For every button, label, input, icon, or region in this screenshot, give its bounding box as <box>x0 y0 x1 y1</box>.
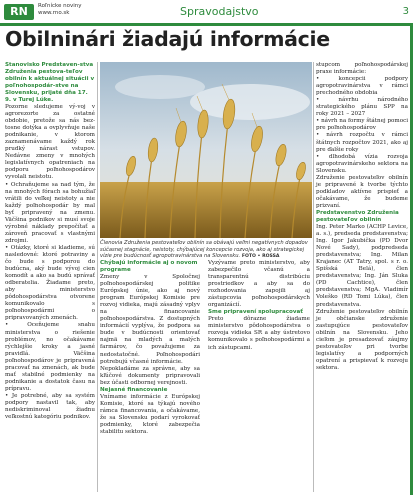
section-title: Spravodajstvo <box>180 5 259 18</box>
bullet-item: • koncepcii podpory agropotravinárstva v rámci prechodného obdobia <box>316 76 408 97</box>
body-paragraph: • Ochraňujeme sa nad tým, že na mnohých fórach sa bohužiaľ vrátili do veľkej neistoty a nie každý poľnohospodár by mal byť pripravený na zmenu. Väčšina podnikov si musí svoje výrobné náklady prepočítať a zároveň pracovať s vlastnými zdrojmi. <box>5 181 95 244</box>
caption-text: Členovia Združenia pestovateľov obilnín sa obávajú veľmi negatívnych dopadov súčasnej stagnácie, neistoty, chýbajúcej koncepcie rozvoja, ako aj strategickej vízie pre budúcnosť agropotravinárstva na Slovensku. <box>100 240 308 260</box>
body-paragraph: Nepokladáme za správne, aby sa kľúčové dokumenty pripravovali bez účasti odbornej verejnosti. <box>100 365 200 386</box>
body-paragraph: stupcom poľnohospodárskej praxe informácie: <box>316 62 408 76</box>
subheading: Predstavenstvo Združenia pestovateľov obilnín <box>316 209 399 223</box>
column-divider <box>313 62 314 492</box>
wheat-photo <box>100 62 312 238</box>
bullet-item: • návrh na formy štátnej pomoci pre poľnohospodárov <box>316 118 408 132</box>
body-paragraph: • Otázky, ktoré si kladieme, sú nasledovné: ktoré potraviny a čo bude s podporou do budúcna, aký bude vývoj cien komodít a ako sa budú správať odberatelia. Žiadame preto, aby ministerstvo pôdohospodárstva otvorene komunikovalo s poľnohospodármi o pripravovaných zmenách. <box>5 244 95 322</box>
column-2 <box>100 260 200 436</box>
page-number: 3 <box>402 6 409 17</box>
publication-logo: RN <box>4 4 34 20</box>
subheading: Nejasné financovanie <box>100 386 168 393</box>
body-paragraph: • Je potrebné, aby sa systém podpory nastavil tak, aby nediskriminoval žiadnu veľkostnú kategóriu podnikov. <box>5 392 95 421</box>
body-paragraph: • Oceňujeme snahu ministerstva o riešenie problémov, no očakávame rýchlejšie kroky a jasné pravidlá. Väčšina poľnohospodárov je pripravená pracovať na zmenách, ak bude mať stabilné podmienky na podnikanie a dostatok času na prípravu. <box>5 322 95 392</box>
bullet-item: • návrh rozpočtu v rámci štátnych rozpočtov 2021, ako aj pre ďalšie roky <box>316 132 408 153</box>
brand-name: Roľnícke noviny <box>38 3 82 9</box>
body-paragraph: Preto dôrazne žiadame ministerstvo pôdohospodárstva o rozvoja vidieka SR a aby ústretovo komunikovalo s poľnohospodármi a ich zástupcami. <box>208 316 310 351</box>
bullet-item: • návrhu národného strategického plánu SPP na roky 2021 – 2027 <box>316 97 408 118</box>
column-3-lower <box>208 260 310 352</box>
subheading: Chýbajú informácie aj o novom programe <box>100 260 198 273</box>
column-divider <box>97 62 98 492</box>
body-paragraph: Vyzývame preto ministerstvo, aby zabezpečilo včasnú a transparentnú distribúciu prostriedkov a aby sa do rozhodovania zapojili aj zástupcovia poľnohospodárskych organizácií. <box>208 260 310 309</box>
lead-paragraph: Stanovisko Predstaven-stva Združenia pestova-teľov obilnín k aktuálnej situácii v poľnohospodár-stve na Slovensku, prijaté dňa 17. 9. v Turej Lúke. <box>5 62 95 103</box>
wheat-field-image <box>100 62 312 238</box>
subheading: Sme pripravení spolupracovať <box>208 309 303 316</box>
body-paragraph: Združenie pestovateľov obilnín je pripravené k tvorbe týchto podkladov aktívne prispieť a očakávame, že budeme prizvaní. <box>316 174 408 209</box>
body-paragraph: Vnímame informácie z Európskej Komisie, ktoré sa týkajú nového rámca financovania, a očakávame, že sa Slovensku podarí vyrokovať podmienky, ktoré zabezpečia stabilitu sektora. <box>100 393 200 435</box>
names-paragraph: Ing. Peter Marko (ACHP Levice, a. s.), predseda predstavenstva; Ing. Igor Jakubička (PD Dvor Nové Sady), podpredseda predstavenstva; Ing. Milan Krajanec (AT Tatry, spol. s r. o. Spišská Belá), člen predstavenstva; Ing. Ján Sluka (PD Cachtice), člen predstavenstva; MgA. Vladimír Voleško (RD Tomi Lúka), člen predstavenstva. <box>316 223 408 308</box>
body-paragraph: Pozorne sledujeme vý-voj v agrorezorte za ostatné obdobie, pretože sa nás bez-tosne dotýka a ovplyvňuje naše podnikanie, v ktorom zaznamenávame každý rok prudký nárast vstupov. Nedávne zmeny v mnohých legislatívnych opatreniach na podporu poľnohospodárov vyvolali neistotu. <box>5 104 95 181</box>
brand-block <box>38 3 82 17</box>
header-bar <box>0 0 413 26</box>
body-paragraph: Združenie pestovateľov obilnín je občianske združenie zastupujúce pestovateľov obilnín na Slovensku. Jeho cieľom je presadzovať záujmy pestovateľov pri tvorbe legislatívy a podporných opatrení a prispievať k rozvoju sektora. <box>316 308 408 371</box>
body-paragraph: Zmeny v Spoločnej poľnohospodárskej politike Európskej únie, ako aj nový program Európskej Komisie pre rozvoj vidieka, majú zásadný vplyv na financovanie poľnohospodárstva. Z dostupných informácií vyplýva, že podpora sa bude v budúcnosti orientovať najmä na mladých a malých farmárov, čo považujeme za nedostatočné. Poľnohospodári potrebujú včasné informácie. <box>100 274 200 365</box>
photo-credit: FOTO • ROSSA <box>241 254 280 260</box>
headline: Obilninári žiadajú informácie <box>5 27 330 51</box>
bullet-item: • dlhodobá vízia rozvoja agropotravinárskeho sektora na Slovensku. <box>316 153 408 174</box>
column-4 <box>316 62 408 372</box>
brand-url: www.rno.sk <box>38 10 70 16</box>
column-1 <box>5 62 95 421</box>
photo-caption <box>100 240 312 261</box>
